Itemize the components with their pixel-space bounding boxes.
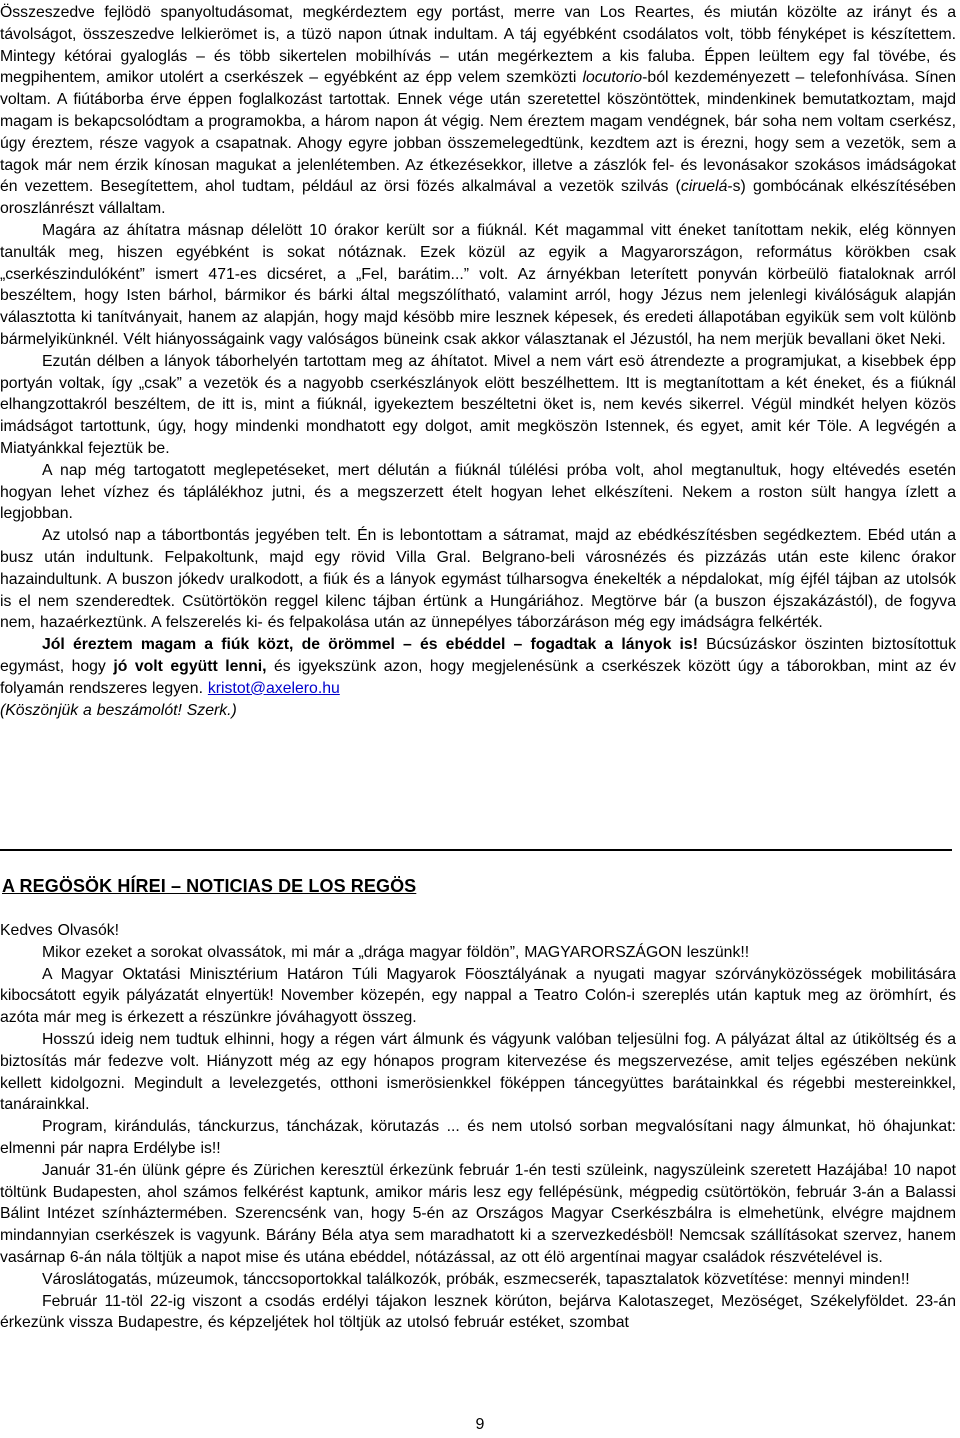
bold-sentence: Jól éreztem magam a fiúk közt, de örömmel – és ebéddel – fogadtak a lányok is! [42, 636, 698, 654]
page-number: 9 [475, 1416, 485, 1433]
paragraph: Az utolsó nap a tábortbontás jegyében telt. Én is lebontottam a sátramat, majd az ebédkészítésben segédkeztem. Ebéd után a busz után indultunk. Felpakoltunk, majd egy rövid Villa Gral. Belgrano-beli városnézés és pizzázás után este kilenc órakor hazaindultunk. A buszon jókedv uralkodott, a fiúk és a lányok egymást túlharsogva énekelték a népdalokat, míg éjfél tájban az utolsók is el nem szenderedtek. Csütörtökön reggel kilenc tájban értünk a Hungáriához. Megtörve bár (a buszon éjszakázástól), de fogyva nem, hazaérkeztünk. A felszerelés ki- és felpakolása után az ünnepélyes táborzáráson még egy imádságra felkérték. [0, 527, 956, 632]
paragraph: Mikor ezeket a sorokat olvassátok, mi már a „drága magyar földön”, MAGYARORSZÁGON leszünk!! [42, 943, 750, 961]
paragraph: Hosszú ideig nem tudtuk elhinni, hogy a régen várt álmunk és vágyunk valóban teljesülni fog. A pályázat által az útiköltség és a biztosítás már fedezve volt. Hiányzott még az egy hónapos program kitervezése és megszervezése, amit teljes egészében nekünk kellett kidolgozni. Megindult a levelezgetés, otthoni ismerösienkkel föképpen táncegyüttes barátainkkal és régebbi mestereinkkel, tanárainkkal. [0, 1030, 956, 1114]
article-body [0, 2, 956, 721]
paragraph: Ezután délben a lányok táborhelyén tartottam meg az áhítatot. Mivel a nem várt esö átrendezte a programjukat, a kisebbek épp portyán voltak, így „csak” a vezetök és a nagyobb cserkészlányok elött beszélhettem. Itt is megtanítottam a két éneket, és a fiúknál elhangzottakról beszéltem, de itt is, mint a fiúknál, igyekeztem beszéltetni öket is, nem kevés sikerrel. Végül mindkét helyen közös imádságot tartottunk, úgy, hogy mindenki mondhatott egy dolgot, amit megköszön Istennek, és egyet, amit kér Töle. A legvégén a Miatyánkkal fejeztük be. [0, 352, 956, 457]
section-heading: A REGÖSÖK HÍREI – NOTICIAS DE LOS REGÖS [2, 876, 417, 896]
paragraph: Magára az áhítatra másnap délelött 10 órakor került sor a fiúknál. Két magammal vitt éneket tanítottam nekik, elég könnyen tanulták meg, hiszen egyébként is sokat nótáznak. Ezek közül az egyik a Magyarországon, református körökben csak „cserkészindulóként” ismert 471-es dicséret, a „Fel, barátim...” volt. Az árnyékban leterített ponyván körbeülö fiataloknak arról beszéltem, hogy Isten bárhol, bármikor és bárki által megszólítható, valamint arról, hogy Jézus nem jelenlegi kiválóságuk alapján választotta ki tanítványait, hanem az alapján, hogy majd késöbb mire lesznek képesek, és eredeti állapotában egyikük sem volt különb bármelyikünknél. Vélt hiányosságaink vagy valóságos büneink csak akkor választanak el Jézustól, ha nem merjük bevallani öket Neki. [0, 221, 956, 348]
paragraph: Városlátogatás, múzeumok, tánccsoportokkal találkozók, próbák, eszmecserék, tapasztalatok közvetítése: mennyi minden!! [42, 1270, 910, 1288]
email-link[interactable]: kristot@axelero.hu [207, 679, 340, 697]
greeting: Kedves Olvasók! [0, 922, 120, 939]
paragraph: A Magyar Oktatási Minisztérium Határon Túli Magyarok Föosztályának a nyugati magyar szórványközösségek mobilitására kibocsátott egyik pályázatát elnyertük! November közepén, egy nappal a Teatro Colón-i szereplés után kaptuk meg az örömhírt, és azóta már meg is érkezett a részünkre jóváhagyott összeg. [0, 965, 956, 1027]
paragraph: Jól éreztem magam a fiúk közt, de örömmel – és ebéddel – fogadtak a lányok is! Búcsúzáskor öszinten biztosítottuk egymást, hogy jó volt együtt lenni, és igyekszünk azon, hogy megjelenésünk a cserkészek között úgy a táborokban, mint az év folyamán rendszeres legyen. kristot@axelero.hu [0, 636, 957, 697]
section-divider [0, 849, 952, 851]
editor-note: (Köszönjük a beszámolót! Szerk.) [0, 701, 237, 719]
paragraph: Február 11-töl 22-ig viszont a csodás erdélyi tájakon lesznek körúton, bejárva Kalotaszeget, Mezöséget, Székelyföldet. 23-án érkezünk vissza Budapestre, és képzeljétek hol töltjük az utolsó február estéket, szombat [0, 1292, 956, 1332]
paragraph: Január 31-én ülünk gépre és Zürichen keresztül érkezünk február 1-én testi szüleink, nagyszüleink szeretett Hazájába! 10 napot töltünk Budapesten, ahol számos felkérést kaptunk, amikor máris lesz egy fellépésünk, mégpedig csütörtökön, február 3-án a Balassi Bálint Intézet színháztermében. Szerencsénk van, hogy 5-én az Országos Magyar Cserkészbálra is elmehetünk, elvégre majdnem mindannyian cserkészek is vagyunk. Bárány Béla atya sem maradhatott ki a szervezkedésböl! Nemcsak szállításokat szervez, hanem vasárnap 6-án nála töltjük a napot mise és utána ebéddel, nótázással, az ott élö argentínai magyar családok részvételével is. [0, 1161, 956, 1266]
italic-term: ciruelá [680, 178, 728, 196]
bold-phrase: jó volt együtt lenni, [113, 657, 267, 675]
paragraph: Összeszedve fejlödö spanyoltudásomat, megkérdeztem egy portást, merre van Los Reartes, és miután közölte az irányt és a távolságot, összeszedve lelkierömet is, a tüzö napon útnak indultam. A táj egyébként csodálatos volt, több fényképet is készítettem. Mintegy kétórai gyaloglás – és több sikertelen mobilhívás – után megérkeztem a kis faluba. Éppen leültem egy fal tövébe, és megpihentem, amikor utolért a cserkészek – egyébként az épp velem szemközti locutorio-ból kezdeményezett – telefonhívása. Sínen voltam. A fiútáborba érve éppen foglalkozást tartottak. Ennek vége után szeretettel köszöntöttek, mindenkinek bemutatkoztam, majd magam is bekapcsolódtam a programokba, a három napon át végig. Nem éreztem magam vendégnek, bár soha nem voltam cserkész, úgy éreztem, része vagyok a csapatnak. Ahogy egyre jobban összemelegedtünk, kezdtem azt is érezni, hogy sem a vezetök, sem a tagok már nem érzik kínosan magukat a jelenlétemben. Az étkezésekkor, illetve a zászlók fel- és levonásakor szokásos imádságokat én vezettem. Besegítettem, ahol tudtam, például az örsi fözés alkalmával a vezetök szilvás (ciruelá-s) gombócának elkészítésében oroszlánrészt vállaltam. [0, 4, 957, 218]
italic-term: locutorio [582, 69, 643, 87]
paragraph: Program, kirándulás, tánckurzus, táncházak, körutazás ... és nem utolsó sorban megvalósítani nagy álmunkat, hö óhajunkat: elmenni pár napra Erdélybe is!! [0, 1118, 956, 1157]
news-body [0, 920, 956, 1334]
paragraph: A nap még tartogatott meglepetéseket, mert délután a fiúknál túlélési próba volt, ahol megtanultuk, hogy eltévedés esetén hogyan lehet vízhez és táplálékhoz jutni, és a megszerzett ételt hogyan lehet elkészíteni. Nekem a roston sült hangya ízlett a legjobban. [0, 461, 956, 523]
